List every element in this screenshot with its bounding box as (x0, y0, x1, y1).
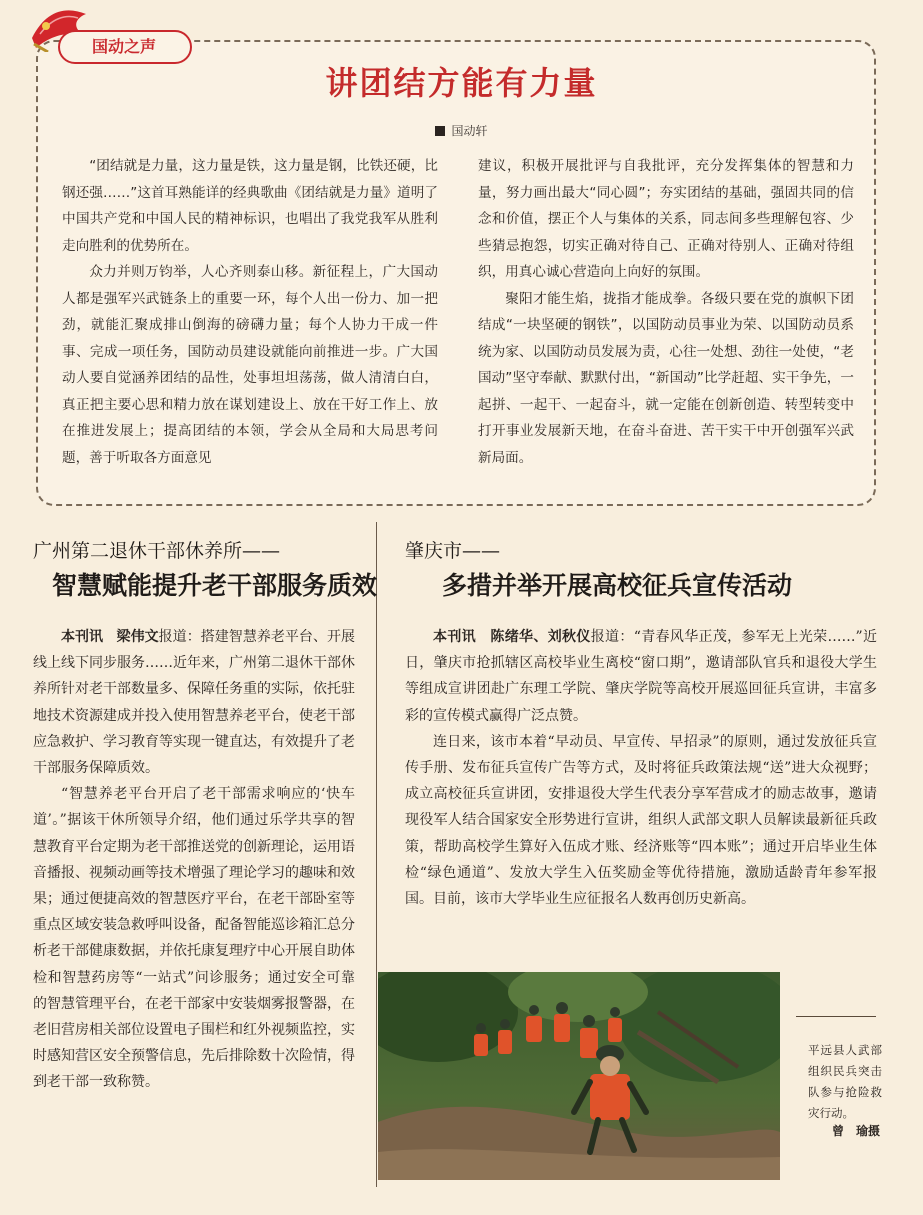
editorial-right-column (478, 153, 854, 471)
left-article-body (33, 624, 355, 1096)
editorial-byline (0, 122, 923, 139)
byline-prefix: 本刊讯 (61, 629, 104, 645)
byline-names: 陈绪华、刘秋仪 (490, 629, 591, 645)
rescue-photo (378, 972, 780, 1180)
square-bullet-icon (435, 126, 445, 136)
paragraph (33, 624, 355, 781)
paragraph: 众力并则万钧举，人心齐则泰山移。新征程上，广大国动人都是强军兴武链条上的重要一环，每个人出一份力、加一把劲，就能汇聚成排山倒海的磅礴力量；每个人协力干成一件事、完成一项任务，国防动员建设就能向前推进一步。广大国动人要自觉涵养团结的品性，处事坦坦荡荡，做人清清白白，真正把主要心思和精力放在谋划建设上、放在干好工作上、放在推进发展上；提高团结的本领，学会从全局和大局思考问题，善于听取各方面意见 (62, 264, 438, 466)
photo-illustration (378, 972, 780, 1180)
paragraph (405, 624, 877, 729)
right-article-lead: 肇庆市—— (405, 540, 501, 562)
column-tag: 国动之声 (58, 30, 192, 64)
byline-names: 梁伟文 (116, 629, 159, 645)
paragraph: “智慧养老平台开启了老干部需求响应的‘快车道’。”据该干休所领导介绍，他们通过乐学共享的智慧教育平台定期为老干部推送党的创新理论，运用语音播报、视频动画等技术增强了理论学习的趣味和效果；通过便捷高效的智慧医疗平台，在老干部卧室等重点区域安装急救呼叫设备，配备智能巡诊箱汇总分析老干部健康数据，并依托康复理疗中心开展自助体检和智慧药房等“一站式”问诊服务；通过安全可靠的智慧管理平台，在老干部家中安装烟雾报警器，在老旧营房相关部位设置电子围栏和红外视频监控，实时感知营区安全预警信息，先后排除数十次险情，得到老干部一致称赞。 (33, 786, 355, 1091)
paragraph: 建议，积极开展批评与自我批评，充分发挥集体的智慧和力量，努力画出最大“同心圆”；夯实团结的基础，强固共同的信念和价值，摆正个人与集体的关系，同志间多些理解包容、少些猜忌抱怨，切实正确对待自己、正确对待别人、正确对待组织，用真心诚心营造向上向好的氛围。 (478, 158, 854, 280)
left-article-headline: 智慧赋能提升老干部服务质效 (52, 571, 378, 600)
right-article-headline: 多措并举开展高校征兵宣传活动 (442, 571, 793, 600)
paragraph: “团结就是力量，这力量是铁，这力量是钢，比铁还硬，比钢还强……”这首耳熟能详的经典歌曲《团结就是力量》道明了中国共产党和中国人民的精神标识，也唱出了我党我军从胜利走向胜利的优势所在。 (62, 158, 438, 254)
editorial-left-column (62, 153, 438, 471)
column-divider (376, 522, 377, 1187)
paragraph-text: 报道：搭建智慧养老平台、开展线上线下同步服务……近年来，广州第二退休干部休养所针对老干部数量多、保障任务重的实际，依托驻地技术资源建成并投入使用智慧养老平台，使老干部应急救护、学习教育等实现一键直达，有效提升了老干部服务保障质效。 (33, 629, 356, 777)
paragraph-text: 报道：“青春风华正茂，参军无上光荣……”近日，肇庆市抢抓辖区高校毕业生离校“窗口期”，邀请部队官兵和退役大学生等组成宣讲团赴广东理工学院、肇庆学院等高校开展巡回征兵宣讲，丰富多彩的宣传模式赢得广泛点赞。 (405, 629, 878, 724)
left-article-lead: 广州第二退休干部休养所—— (33, 540, 281, 562)
byline-prefix: 本刊讯 (433, 629, 476, 645)
editorial-title: 讲团结方能有力量 (325, 64, 598, 102)
right-article-body (405, 624, 877, 912)
caption-rule (796, 1016, 876, 1017)
photo-caption: 平远县人武部组织民兵突击队参与抢险救灾行动。 (808, 1043, 882, 1120)
paragraph: 聚阳才能生焰，拢指才能成拳。各级只要在党的旗帜下团结成“一块坚硬的钢铁”，以国防动员事业为荣、以国防动员系统为家、以国防动员发展为责，心往一处想、劲往一处使，“老国动”坚守奉献、默默付出，“新国动”比学赶超、实干争先，一起拼、一起干、一起奋斗，就一定能在创新创造、转型转变中打开事业发展新天地，在奋斗奋进、苦干实干中开创强军兴武新局面。 (478, 290, 854, 466)
paragraph: 连日来，该市本着“早动员、早宣传、早招录”的原则，通过发放征兵宣传手册、发布征兵宣传广告等方式，及时将征兵政策法规“送”进大众视野；成立高校征兵宣讲团，安排退役大学生代表分享军营成才的励志故事，邀请现役军人结合国家安全形势进行宣讲，组织人武部文职人员解读最新征兵政策，帮助高校学生算好入伍成才账、经济账等“四本账”；通过开启毕业生体检“绿色通道”、发放大学生入伍奖励金等优待措施，激励适龄青年参军报国。目前，该市大学毕业生应征报名人数再创历史新高。 (405, 733, 877, 908)
photo-credit: 曾 瑜摄 (831, 1124, 880, 1138)
byline-author: 国动轩 (451, 124, 488, 138)
